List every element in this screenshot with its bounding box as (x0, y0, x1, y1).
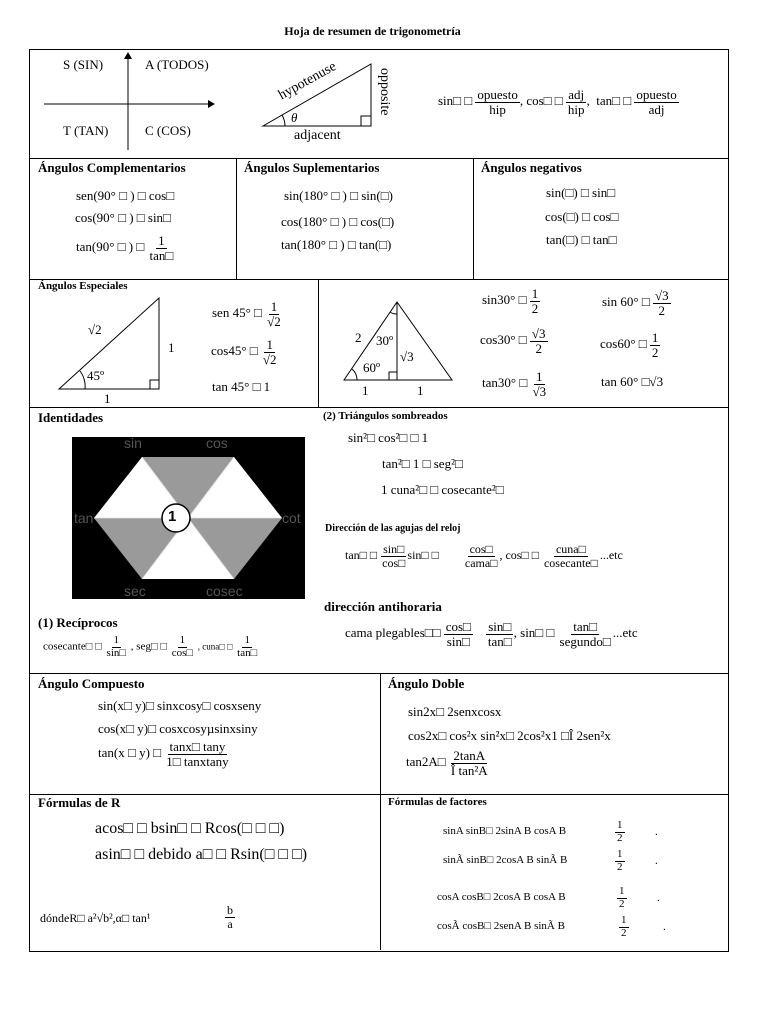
sin30: sin30° □ $\frac{1}{2}$ (482, 286, 539, 316)
hex-tan-label: tan (74, 510, 94, 526)
formulas-r-line1: acos□ □ bsin□ □ Rcos(□ □ □) (95, 820, 285, 837)
doble-header: Ángulo Doble (388, 676, 465, 691)
sombreados-header: (2) Triángulos sombreados (323, 410, 448, 422)
tri30-base1: 1 (362, 383, 369, 398)
tri45-hyp: √2 (88, 322, 102, 337)
col-divider (473, 158, 474, 279)
quadrant-c: C (COS) (145, 123, 191, 138)
reciprocos-header: (1) Recíprocos (38, 615, 118, 630)
factores-line4: cosÃ cosB□ 2senA B sinÃ B (437, 920, 565, 932)
formulas-r-line2: asin□ □ debido a□ □ Rsin(□ □ □) (95, 846, 308, 863)
identity-hexagon (72, 437, 305, 599)
tri45-base: 1 (104, 391, 111, 406)
formulas-r-header: Fórmulas de R (38, 795, 121, 810)
reloj-header: Dirección de las agujas del reloj (325, 523, 461, 534)
factores-half-2: $\frac{1}{2}$ (617, 848, 623, 873)
factores-line3: cosA cosB□ 2cosA B cosA B (437, 891, 566, 903)
col-divider (318, 279, 319, 407)
doble-line3: tan2A□ $\frac{2\tan A}{\text{Î tan²A}}$ (406, 748, 488, 778)
tri30-top-angle: 30º (376, 333, 394, 348)
negativos-header: Ángulos negativos (481, 160, 582, 175)
tri30-bottom-angle: 60º (363, 360, 381, 375)
quadrant-a: A (TODOS) (145, 57, 209, 72)
factores-header: Fórmulas de factores (388, 796, 487, 808)
compuesto-line1: sin(x□ y)□ sinxcosy□ cosxseny (98, 698, 262, 713)
complementarios-line3: tan(90° □ ) □ $\frac{1}{\tan□}$ (76, 233, 174, 263)
factores-line2: sinÃ sinB□ 2cosA B sinÃ B (443, 854, 568, 866)
factores-dot-1: . (655, 826, 658, 838)
suplementarios-line2: cos(180° □ ) □ cos(□) (281, 214, 395, 229)
factores-half-1: $\frac{1}{2}$ (617, 819, 623, 844)
especiales-header: Ángulos Especiales (38, 280, 128, 292)
sombreados-line3: 1 cuna²□ □ cosecante²□ (381, 482, 504, 497)
hex-cot-label: cot (282, 510, 301, 526)
hex-center-one: 1 (168, 508, 177, 525)
reloj-formula: tan□ □ $\frac{\sin□}{\cos□}$ sin□ □ $\frac{\cos□}{\text{cama□}}$ , cos□ □ $\frac{\text{cuna□}}{\text{cosecante□}}$ ...etc (345, 542, 623, 570)
antihoraria-formula: cama plegables□□ $\frac{\cos□}{\sin□}$ $\frac{\sin□}{\tan□}$ , sin□ □ $\frac{\tan□}{\text{segundo□}}$ ...etc (345, 619, 638, 649)
suplementarios-line3: tan(180° □ ) □ tan(□) (281, 237, 392, 252)
sombreados-line2: tan²□ 1 □ seg²□ (382, 456, 463, 471)
formulas-r-fraction: $\frac{b}{a}$ (227, 903, 233, 931)
identidades-header: Identidades (38, 410, 104, 425)
cos45: cos45° □ $\frac{1}{√2}$ (211, 337, 277, 367)
doble-line1: sin2x□ 2senxcosx (408, 704, 502, 719)
hex-sec-label: sec (124, 583, 146, 599)
page-title: Hoja de resumen de trigonometría (284, 24, 461, 38)
tri30-base2: 1 (417, 383, 424, 398)
quadrant-t: T (TAN) (63, 123, 109, 138)
reciprocos-formula: cosecante□ □ $\frac{1}{\sin□}$ , seg□ □ $\frac{1}{\cos□}$ , cuna□ □ $\frac{1}{\tan□}$ (43, 634, 258, 659)
cos30: cos30° □ $\frac{√3}{2}$ (480, 326, 546, 356)
sin60: sin 60° □ $\frac{√3}{2}$ (602, 288, 669, 318)
tan30: tan30° □ $\frac{1}{√3}$ (482, 369, 547, 399)
col-divider (236, 158, 237, 279)
tri45-side: 1 (168, 340, 175, 355)
row-divider (29, 279, 728, 280)
row-divider (29, 794, 728, 795)
adjacent-label: adjacent (294, 128, 341, 143)
row-divider (29, 158, 728, 159)
sin-ratio: sin□ □ $\frac{\text{opuesto}}{\text{hip}}$ , cos□ □ $\frac{\text{adj}}{\text{hip}}$ , tan□ □ $\frac{\text{opuesto}}{\text{adj}}$ (438, 87, 677, 117)
hex-cosec-label: cosec (206, 583, 243, 599)
negativos-line3: tan(□) □ tan□ (546, 232, 617, 247)
compuesto-header: Ángulo Compuesto (38, 676, 145, 691)
suplementarios-line1: sin(180° □ ) □ sin(□) (284, 188, 393, 203)
tri30-height: √3 (400, 349, 414, 364)
factores-half-3: $\frac{1}{2}$ (619, 885, 625, 910)
theta-label: θ (291, 110, 298, 125)
hex-sin-label: sin (124, 437, 142, 451)
tri45-angle: 45º (87, 368, 105, 383)
quadrant-s: S (SIN) (63, 57, 104, 72)
hexagon-graphic (72, 437, 305, 599)
doble-line2: cos2x□ cos²x sin²x□ 2cos²x1 □Î 2sen²x (408, 728, 611, 743)
row-divider (29, 407, 728, 408)
compuesto-line2: cos(x□ y)□ cosxcosyµsinxsiny (98, 721, 258, 736)
negativos-line1: sin(□) □ sin□ (546, 185, 616, 200)
tri30-side: 2 (355, 330, 362, 345)
compuesto-line3: tan(x □ y) □ $\frac{\tan x□ \tan y}{\text{1□ tanxtany}}$ (98, 739, 229, 769)
triangle-45 (55, 294, 165, 394)
formulas-r-line3: dóndeR□ a²√b²,α□ tan¹ (40, 911, 151, 925)
row-divider (29, 673, 728, 674)
factores-line1: sinA sinB□ 2sinA B cosA B (443, 825, 567, 837)
tan45: tan 45° □ 1 (212, 379, 271, 394)
antihoraria-header: dirección antihoraria (324, 599, 442, 614)
negativos-line2: cos(□) □ cos□ (545, 209, 619, 224)
sen45: sen 45° □ $\frac{1}{√2}$ (212, 299, 281, 329)
complementarios-line2: cos(90° □ ) □ sin□ (75, 210, 171, 225)
factores-dot-2: . (655, 855, 658, 867)
tan60: tan 60° □√3 (601, 374, 664, 389)
cos60: cos60° □ $\frac{1}{2}$ (600, 330, 659, 360)
factores-dot-3: . (657, 892, 660, 904)
col-divider (380, 673, 381, 950)
hypotenuse-label: hypotenuse (276, 59, 340, 104)
complementarios-line1: sen(90° □ ) □ cos□ (76, 188, 175, 203)
factores-half-4: $\frac{1}{2}$ (621, 914, 627, 939)
suplementarios-header: Ángulos Suplementarios (244, 160, 380, 175)
complementarios-header: Ángulos Complementarios (38, 160, 186, 175)
sombreados-line1: sin²□ cos²□ □ 1 (348, 430, 429, 445)
opposite-label: opposite (377, 68, 392, 116)
hex-cos-label: cos (206, 437, 228, 451)
factores-dot-4: . (663, 921, 666, 933)
